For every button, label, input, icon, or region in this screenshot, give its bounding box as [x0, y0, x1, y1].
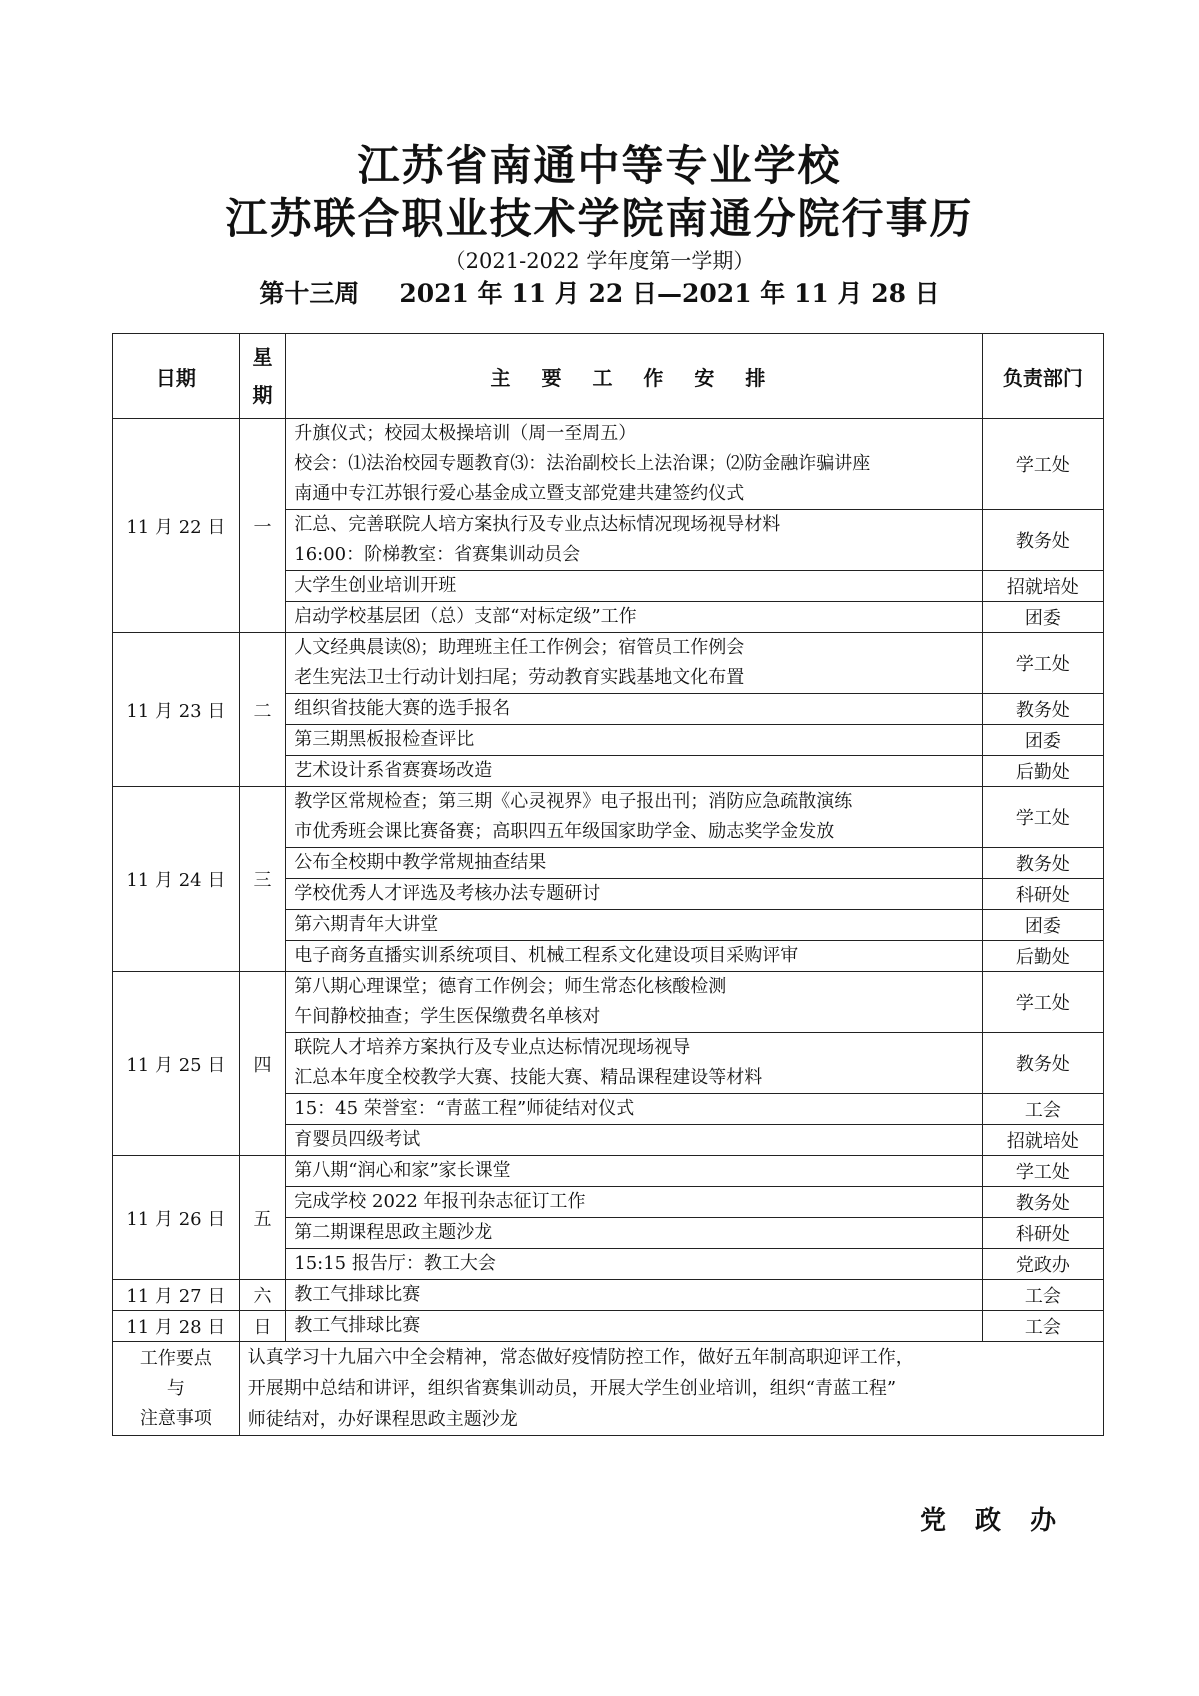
- work-item-line: 完成学校 2022 年报刊杂志征订工作: [294, 1191, 586, 1212]
- table-row: [113, 1280, 1104, 1311]
- dept-cell: 工会: [982, 1280, 1103, 1311]
- work-item-line: 市优秀班会课比赛备赛；高职四五年级国家助学金、励志奖学金发放: [294, 821, 835, 842]
- issuer-signature: 党 政 办: [920, 1506, 1067, 1536]
- dept-cell: 教务处: [982, 848, 1103, 879]
- date-cell: 11 月 26 日: [113, 1156, 240, 1280]
- schedule-table: [112, 333, 1104, 1436]
- work-cell: [286, 1280, 982, 1311]
- work-item-line: 学校优秀人才评选及考核办法专题研讨: [294, 883, 601, 904]
- date-cell: 11 月 24 日: [113, 787, 240, 972]
- work-cell: [286, 725, 982, 756]
- work-cell: [286, 419, 982, 510]
- weekday-cell: 三: [239, 787, 286, 972]
- dept-cell: 教务处: [982, 694, 1103, 725]
- dept-cell: 科研处: [982, 879, 1103, 910]
- date-cell: 11 月 22 日: [113, 419, 240, 633]
- dept-cell: 学工处: [982, 787, 1103, 848]
- dept-cell: 教务处: [982, 1033, 1103, 1094]
- weekday-cell: 日: [239, 1311, 286, 1342]
- work-item-line: 校会：⑴法治校园专题教育⑶：法治副校长上法治课；⑵防金融诈骗讲座: [294, 453, 871, 474]
- weekday-cell: 四: [239, 972, 286, 1156]
- work-cell: [286, 910, 982, 941]
- work-item-line: 艺术设计系省赛赛场改造: [294, 760, 493, 781]
- notes-label-line: 注意事项: [139, 1407, 212, 1429]
- table-row: [113, 419, 1104, 510]
- dept-cell: 工会: [982, 1311, 1103, 1342]
- dept-cell: 后勤处: [982, 756, 1103, 787]
- dept-cell: 学工处: [982, 1156, 1103, 1187]
- school-name: 江苏省南通中等专业学校: [357, 141, 842, 190]
- work-cell: [286, 1187, 982, 1218]
- table-row: [113, 633, 1104, 694]
- work-cell: [286, 787, 982, 848]
- dept-cell: 教务处: [982, 510, 1103, 571]
- work-item-line: 公布全校期中教学常规抽查结果: [294, 852, 547, 873]
- work-item-line: 育婴员四级考试: [294, 1129, 421, 1150]
- table-row: [113, 972, 1104, 1033]
- notes-content: [239, 1342, 1103, 1436]
- work-item-line: 组织省技能大赛的选手报名: [294, 698, 511, 719]
- notes-label: [113, 1342, 240, 1436]
- date-cell: 11 月 27 日: [113, 1280, 240, 1311]
- date-cell: 11 月 25 日: [113, 972, 240, 1156]
- header-weekday-1: 星: [252, 345, 273, 369]
- work-cell: [286, 1156, 982, 1187]
- date-cell: 11 月 23 日: [113, 633, 240, 787]
- dept-cell: 科研处: [982, 1218, 1103, 1249]
- notes-content-line: 开展期中总结和讲评，组织省赛集训动员，开展大学生创业培训，组织“青蓝工程”: [247, 1378, 897, 1399]
- dept-cell: 后勤处: [982, 941, 1103, 972]
- dept-cell: 招就培处: [982, 1125, 1103, 1156]
- dept-cell: 工会: [982, 1094, 1103, 1125]
- work-item-line: 第六期青年大讲堂: [294, 914, 439, 935]
- notes-content-line: 认真学习十九届六中全会精神，常态做好疫情防控工作，做好五年制高职迎评工作，: [247, 1347, 914, 1368]
- work-cell: [286, 848, 982, 879]
- work-item-line: 联院人才培养方案执行及专业点达标情况现场视导: [294, 1037, 691, 1058]
- work-cell: [286, 1311, 982, 1342]
- work-cell: [286, 756, 982, 787]
- work-item-line: 第二期课程思政主题沙龙: [294, 1222, 493, 1243]
- work-item-line: 人文经典晨读⑻；助理班主任工作例会；宿管员工作例会: [294, 637, 745, 658]
- table-row: [113, 1156, 1104, 1187]
- dept-cell: 学工处: [982, 972, 1103, 1033]
- dept-cell: 团委: [982, 725, 1103, 756]
- work-item-line: 教学区常规检查；第三期《心灵视界》电子报出刊；消防应急疏散演练: [294, 791, 853, 812]
- work-item-line: 汇总本年度全校教学大赛、技能大赛、精品课程建设等材料: [294, 1067, 763, 1088]
- work-cell: [286, 1249, 982, 1280]
- dept-cell: 学工处: [982, 419, 1103, 510]
- dept-cell: 学工处: [982, 633, 1103, 694]
- notes-content-line: 师徒结对，办好课程思政主题沙龙: [247, 1409, 518, 1430]
- work-item-line: 16:00：阶梯教室：省赛集训动员会: [294, 544, 581, 565]
- work-item-line: 第八期“润心和家”家长课堂: [294, 1160, 511, 1181]
- work-cell: [286, 1033, 982, 1094]
- work-item-line: 电子商务直播实训系统项目、机械工程系文化建设项目采购评审: [294, 945, 799, 966]
- work-cell: [286, 571, 982, 602]
- work-cell: [286, 941, 982, 972]
- schedule-body: [113, 419, 1104, 1342]
- work-item-line: 午间静校抽查；学生医保缴费名单核对: [294, 1006, 601, 1027]
- notes-label-line: 工作要点: [139, 1347, 212, 1369]
- table-header-row: [113, 334, 1104, 419]
- header-dept: 负责部门: [982, 334, 1103, 419]
- work-item-line: 升旗仪式；校园太极操培训（周一至周五）: [294, 423, 637, 444]
- dept-cell: 招就培处: [982, 571, 1103, 602]
- work-item-line: 第八期心理课堂；德育工作例会；师生常态化核酸检测: [294, 976, 727, 997]
- week-label: 第十三周: [259, 279, 360, 308]
- work-item-line: 第三期黑板报检查评比: [294, 729, 475, 750]
- term-label: （2021-2022 学年度第一学期）: [444, 249, 755, 273]
- work-item-line: 启动学校基层团（总）支部“对标定级”工作: [294, 606, 637, 627]
- weekday-cell: 五: [239, 1156, 286, 1280]
- header-weekday: [239, 334, 286, 419]
- header-weekday-2: 期: [252, 383, 273, 407]
- work-cell: [286, 972, 982, 1033]
- work-cell: [286, 1094, 982, 1125]
- date-range: 2021 年 11 月 22 日—2021 年 11 月 28 日: [399, 279, 940, 308]
- work-item-line: 汇总、完善联院人培方案执行及专业点达标情况现场视导材料: [294, 514, 781, 535]
- calendar-title: 江苏联合职业技术学院南通分院行事历: [225, 194, 974, 243]
- work-cell: [286, 602, 982, 633]
- work-cell: [286, 1125, 982, 1156]
- work-cell: [286, 694, 982, 725]
- week-range: [0, 277, 1199, 311]
- weekday-cell: 一: [239, 419, 286, 633]
- header-work: 主 要 工 作 安 排: [286, 334, 982, 419]
- dept-cell: 党政办: [982, 1249, 1103, 1280]
- work-item-line: 教工气排球比赛: [294, 1284, 421, 1305]
- work-item-line: 老生宪法卫士行动计划扫尾；劳动教育实践基地文化布置: [294, 667, 745, 688]
- work-cell: [286, 879, 982, 910]
- dept-cell: 团委: [982, 602, 1103, 633]
- dept-cell: 教务处: [982, 1187, 1103, 1218]
- date-cell: 11 月 28 日: [113, 1311, 240, 1342]
- work-item-line: 教工气排球比赛: [294, 1315, 421, 1336]
- work-item-line: 大学生创业培训开班: [294, 575, 457, 596]
- notes-row: [113, 1342, 1104, 1436]
- table-row: [113, 787, 1104, 848]
- work-item-line: 南通中专江苏银行爱心基金成立暨支部党建共建签约仪式: [294, 483, 745, 504]
- work-item-line: 15：45 荣誉室：“青蓝工程”师徒结对仪式: [294, 1098, 635, 1119]
- notes-label-line: 与: [166, 1377, 185, 1399]
- work-cell: [286, 633, 982, 694]
- weekday-cell: 二: [239, 633, 286, 787]
- work-cell: [286, 1218, 982, 1249]
- weekday-cell: 六: [239, 1280, 286, 1311]
- header-date: 日期: [113, 334, 240, 419]
- work-cell: [286, 510, 982, 571]
- work-item-line: 15:15 报告厅：教工大会: [294, 1253, 496, 1274]
- dept-cell: 团委: [982, 910, 1103, 941]
- table-row: [113, 1311, 1104, 1342]
